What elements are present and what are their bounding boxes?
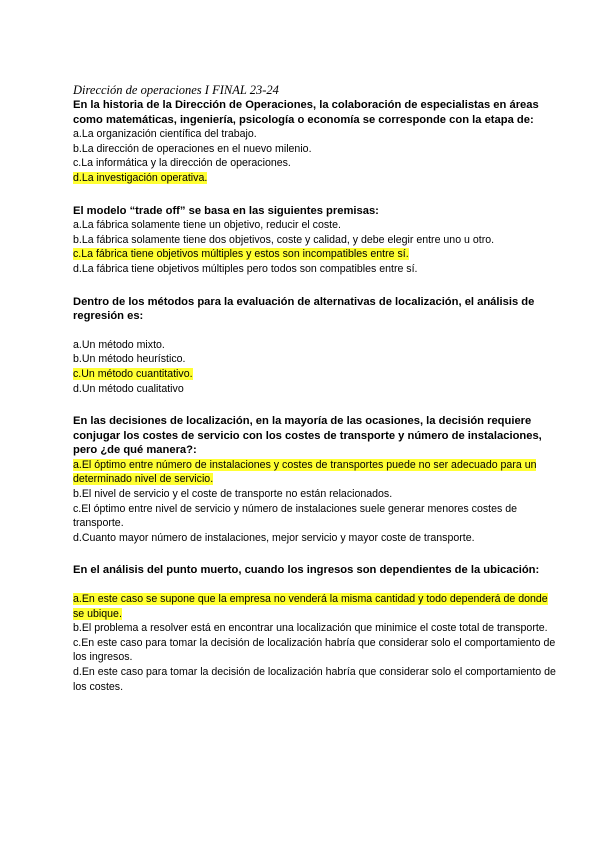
answer-option-b: b.El problema a resolver está en encontrar una localización que minimice el coste total de transporte. <box>73 622 548 635</box>
answer-option-a: a.La organización científica del trabajo. <box>73 128 257 141</box>
answer-options <box>73 127 560 185</box>
question-text: En las decisiones de localización, en la mayoría de las ocasiones, la decisión requiere conjugar los costes de servicio con los costes de transporte y número de instalaciones, pero ¿de qué manera?: <box>73 415 542 457</box>
question-block-5 <box>73 563 560 694</box>
question-block-3 <box>73 295 560 397</box>
answer-option-b: b.La dirección de operaciones en el nuevo milenio. <box>73 142 312 155</box>
answer-options <box>73 218 560 276</box>
document-title: Dirección de operaciones I FINAL 23-24 <box>73 83 279 97</box>
question-block-2 <box>73 204 560 277</box>
answer-options <box>73 458 560 546</box>
answer-option-d-highlighted: d.La investigación operativa. <box>73 171 208 184</box>
answer-option-d: d.Cuanto mayor número de instalaciones, mejor servicio y mayor coste de transporte. <box>73 531 475 544</box>
answer-options <box>73 338 560 396</box>
answer-option-c: c.En este caso para tomar la decisión de localización habría que considerar solo el comportamiento de los ingresos. <box>73 636 556 664</box>
answer-option-a-highlighted: a.El óptimo entre número de instalaciones y costes de transportes puede no ser adecuado para un determinado nivel de servicio. <box>73 458 537 486</box>
question-text: En el análisis del punto muerto, cuando los ingresos son dependientes de la ubicación: <box>73 564 540 577</box>
answer-option-d: d.Un método cualitativo <box>73 382 184 395</box>
answer-option-c: c.El óptimo entre nivel de servicio y número de instalaciones suele generar menores costes de transporte. <box>73 502 517 530</box>
answer-option-c-highlighted: c.Un método cuantitativo. <box>73 367 193 380</box>
question-text: El modelo “trade off” se basa en las siguientes premisas: <box>73 204 379 217</box>
answer-options <box>73 592 560 694</box>
answer-option-c: c.La informática y la dirección de operaciones. <box>73 157 291 170</box>
question-text: En la historia de la Dirección de Operaciones, la colaboración de especialistas en áreas como matemáticas, ingeniería, psicología o economía se corresponde con la etapa de: <box>73 99 539 126</box>
question-text: Dentro de los métodos para la evaluación de alternativas de localización, el análisis de regresión es: <box>73 295 535 323</box>
answer-option-d: d.La fábrica tiene objetivos múltiples pero todos son compatibles entre sí. <box>73 262 418 275</box>
answer-option-a: a.Un método mixto. <box>73 338 165 351</box>
question-block-4 <box>73 414 560 545</box>
blank-line <box>73 324 560 338</box>
question-block-1 <box>73 98 560 186</box>
answer-option-d: d.En este caso para tomar la decisión de localización habría que considerar solo el comportamiento de los costes. <box>73 666 556 693</box>
blank-line <box>73 578 560 592</box>
answer-option-b: b.La fábrica solamente tiene dos objetivos, coste y calidad, y debe elegir entre uno u otro. <box>73 233 495 246</box>
answer-option-b: b.El nivel de servicio y el coste de transporte no están relacionados. <box>73 488 393 501</box>
answer-option-a: a.La fábrica solamente tiene un objetivo, reducir el coste. <box>73 219 341 232</box>
answer-option-b: b.Un método heurístico. <box>73 353 186 366</box>
answer-option-a-highlighted: a.En este caso se supone que la empresa no venderá la misma cantidad y todo dependerá de donde se ubique. <box>73 593 548 620</box>
answer-option-c-highlighted: c.La fábrica tiene objetivos múltiples y estos son incompatibles entre sí. <box>73 248 409 261</box>
